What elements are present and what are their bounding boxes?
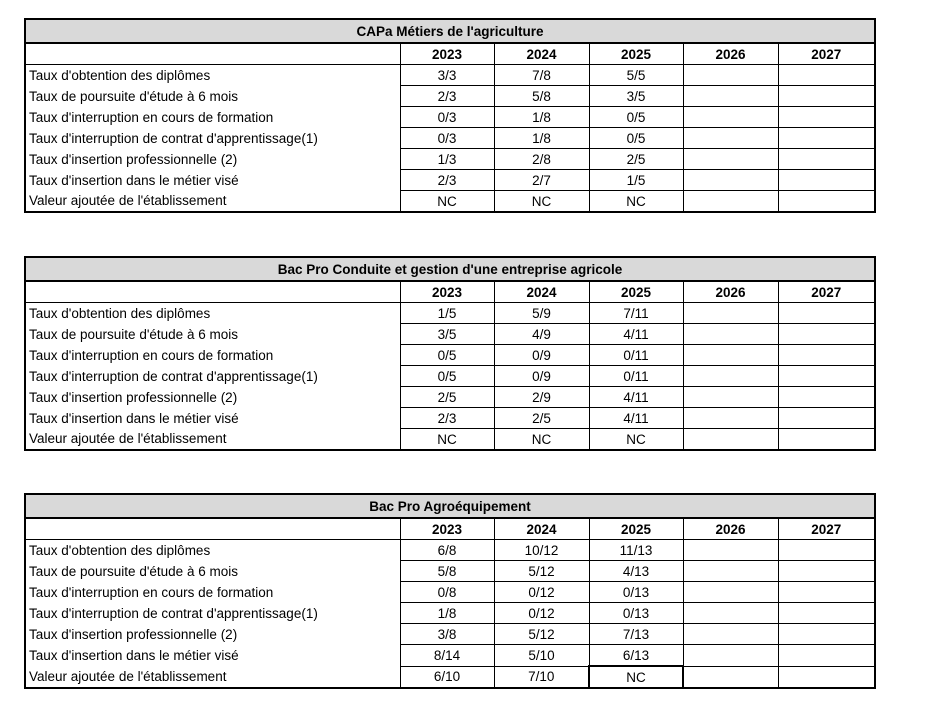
value-cell xyxy=(778,107,875,128)
results-table xyxy=(24,256,876,451)
year-header: 2027 xyxy=(778,281,875,303)
value-cell: 0/13 xyxy=(589,603,683,624)
table-row xyxy=(25,408,875,429)
table-title-row xyxy=(25,257,875,281)
value-cell xyxy=(683,666,778,688)
table-row xyxy=(25,86,875,107)
row-label: Taux d'insertion dans le métier visé xyxy=(25,645,400,667)
row-label: Taux d'interruption de contrat d'apprentissage(1) xyxy=(25,366,400,387)
row-label: Taux de poursuite d'étude à 6 mois xyxy=(25,561,400,582)
value-cell xyxy=(778,666,875,688)
value-cell: 4/11 xyxy=(589,324,683,345)
table-row xyxy=(25,387,875,408)
value-cell xyxy=(683,582,778,603)
value-cell: 3/3 xyxy=(400,65,494,86)
value-cell: 2/5 xyxy=(589,149,683,170)
table-row xyxy=(25,128,875,149)
year-header: 2026 xyxy=(683,518,778,540)
year-header: 2024 xyxy=(494,43,589,65)
table-title: Bac Pro Conduite et gestion d'une entreprise agricole xyxy=(25,257,875,281)
value-cell xyxy=(778,429,875,451)
table-title-row xyxy=(25,19,875,43)
value-cell: 0/3 xyxy=(400,107,494,128)
value-cell: 0/11 xyxy=(589,345,683,366)
value-cell: 4/13 xyxy=(589,561,683,582)
row-label: Taux d'interruption en cours de formation xyxy=(25,582,400,603)
row-label: Taux d'interruption en cours de formation xyxy=(25,107,400,128)
results-table xyxy=(24,493,876,689)
value-cell: 5/10 xyxy=(494,645,589,667)
value-cell xyxy=(778,624,875,645)
value-cell xyxy=(683,561,778,582)
table-title: CAPa Métiers de l'agriculture xyxy=(25,19,875,43)
table-row xyxy=(25,107,875,128)
value-cell: 5/8 xyxy=(494,86,589,107)
year-header: 2027 xyxy=(778,43,875,65)
year-header: 2023 xyxy=(400,43,494,65)
value-cell xyxy=(683,149,778,170)
value-cell xyxy=(778,303,875,324)
row-label: Taux d'insertion professionnelle (2) xyxy=(25,149,400,170)
value-cell: 2/8 xyxy=(494,149,589,170)
value-cell: 5/12 xyxy=(494,624,589,645)
value-cell: 1/8 xyxy=(494,107,589,128)
value-cell xyxy=(778,170,875,191)
value-cell xyxy=(683,128,778,149)
value-cell xyxy=(683,303,778,324)
value-cell xyxy=(683,86,778,107)
row-label: Valeur ajoutée de l'établissement xyxy=(25,429,400,451)
year-header: 2023 xyxy=(400,518,494,540)
results-table xyxy=(24,18,876,213)
row-label: Taux d'insertion professionnelle (2) xyxy=(25,387,400,408)
value-cell: 3/5 xyxy=(400,324,494,345)
value-cell: 5/5 xyxy=(589,65,683,86)
value-cell: 0/8 xyxy=(400,582,494,603)
value-cell: 1/3 xyxy=(400,149,494,170)
table-row xyxy=(25,345,875,366)
value-cell: 3/8 xyxy=(400,624,494,645)
header-blank-cell xyxy=(25,281,400,303)
table-row xyxy=(25,170,875,191)
table-row xyxy=(25,666,875,688)
value-cell xyxy=(683,324,778,345)
row-label: Taux d'obtention des diplômes xyxy=(25,540,400,561)
value-cell: 5/9 xyxy=(494,303,589,324)
row-label: Taux d'obtention des diplômes xyxy=(25,303,400,324)
value-cell: 2/5 xyxy=(400,387,494,408)
table-row xyxy=(25,624,875,645)
row-label: Taux d'interruption en cours de formation xyxy=(25,345,400,366)
value-cell xyxy=(778,366,875,387)
value-cell xyxy=(683,170,778,191)
table-row xyxy=(25,303,875,324)
value-cell xyxy=(778,387,875,408)
value-cell xyxy=(683,387,778,408)
value-cell xyxy=(778,191,875,213)
value-cell: NC xyxy=(589,191,683,213)
header-blank-cell xyxy=(25,518,400,540)
value-cell xyxy=(778,603,875,624)
table-row xyxy=(25,65,875,86)
value-cell: 0/5 xyxy=(400,345,494,366)
value-cell: 6/13 xyxy=(589,645,683,667)
value-cell: 10/12 xyxy=(494,540,589,561)
value-cell: 0/13 xyxy=(589,582,683,603)
value-cell: 7/8 xyxy=(494,65,589,86)
year-header: 2024 xyxy=(494,281,589,303)
year-header: 2025 xyxy=(589,518,683,540)
value-cell: 2/9 xyxy=(494,387,589,408)
value-cell: NC xyxy=(400,191,494,213)
value-cell: 0/9 xyxy=(494,366,589,387)
value-cell: 8/14 xyxy=(400,645,494,667)
value-cell: NC xyxy=(400,429,494,451)
value-cell: 3/5 xyxy=(589,86,683,107)
row-label: Valeur ajoutée de l'établissement xyxy=(25,191,400,213)
value-cell xyxy=(683,540,778,561)
table-row xyxy=(25,366,875,387)
value-cell: 2/7 xyxy=(494,170,589,191)
row-label: Taux de poursuite d'étude à 6 mois xyxy=(25,86,400,107)
table-row xyxy=(25,561,875,582)
value-cell: NC xyxy=(494,191,589,213)
value-cell: 7/10 xyxy=(494,666,589,688)
value-cell: 5/12 xyxy=(494,561,589,582)
year-header: 2027 xyxy=(778,518,875,540)
value-cell: 4/11 xyxy=(589,387,683,408)
value-cell: 0/5 xyxy=(400,366,494,387)
row-label: Valeur ajoutée de l'établissement xyxy=(25,666,400,688)
value-cell: 1/8 xyxy=(494,128,589,149)
value-cell xyxy=(683,191,778,213)
value-cell xyxy=(778,540,875,561)
value-cell: 11/13 xyxy=(589,540,683,561)
row-label: Taux d'insertion dans le métier visé xyxy=(25,408,400,429)
row-label: Taux d'insertion professionnelle (2) xyxy=(25,624,400,645)
year-header: 2025 xyxy=(589,281,683,303)
value-cell: 0/5 xyxy=(589,107,683,128)
value-cell: 0/12 xyxy=(494,603,589,624)
header-blank-cell xyxy=(25,43,400,65)
value-cell xyxy=(683,366,778,387)
table-row xyxy=(25,540,875,561)
value-cell xyxy=(778,408,875,429)
value-cell: 0/11 xyxy=(589,366,683,387)
value-cell xyxy=(683,65,778,86)
table-row xyxy=(25,149,875,170)
value-cell xyxy=(683,603,778,624)
value-cell: 1/8 xyxy=(400,603,494,624)
row-label: Taux d'obtention des diplômes xyxy=(25,65,400,86)
value-cell xyxy=(683,107,778,128)
value-cell xyxy=(778,149,875,170)
year-header: 2024 xyxy=(494,518,589,540)
value-cell: 1/5 xyxy=(400,303,494,324)
table-row xyxy=(25,603,875,624)
value-cell xyxy=(778,645,875,667)
value-cell xyxy=(683,624,778,645)
year-header: 2026 xyxy=(683,281,778,303)
value-cell: 6/8 xyxy=(400,540,494,561)
value-cell: 7/13 xyxy=(589,624,683,645)
value-cell xyxy=(778,65,875,86)
year-header-row xyxy=(25,43,875,65)
row-label: Taux d'interruption de contrat d'apprentissage(1) xyxy=(25,128,400,149)
value-cell: 2/5 xyxy=(494,408,589,429)
value-cell xyxy=(683,345,778,366)
table-row xyxy=(25,429,875,451)
row-label: Taux de poursuite d'étude à 6 mois xyxy=(25,324,400,345)
year-header-row xyxy=(25,281,875,303)
table-row xyxy=(25,582,875,603)
value-cell xyxy=(683,645,778,667)
value-cell: 2/3 xyxy=(400,86,494,107)
year-header-row xyxy=(25,518,875,540)
table-row xyxy=(25,324,875,345)
value-cell xyxy=(778,128,875,149)
value-cell: 0/9 xyxy=(494,345,589,366)
value-cell: 0/5 xyxy=(589,128,683,149)
value-cell xyxy=(683,429,778,451)
value-cell xyxy=(683,408,778,429)
value-cell: 5/8 xyxy=(400,561,494,582)
year-header: 2026 xyxy=(683,43,778,65)
row-label: Taux d'interruption de contrat d'apprentissage(1) xyxy=(25,603,400,624)
value-cell: 4/9 xyxy=(494,324,589,345)
value-cell: 2/3 xyxy=(400,170,494,191)
year-header: 2023 xyxy=(400,281,494,303)
value-cell: NC xyxy=(589,429,683,451)
table-row xyxy=(25,191,875,213)
value-cell: NC xyxy=(494,429,589,451)
value-cell xyxy=(778,582,875,603)
value-cell xyxy=(778,86,875,107)
value-cell: NC xyxy=(589,666,683,688)
value-cell: 0/12 xyxy=(494,582,589,603)
year-header: 2025 xyxy=(589,43,683,65)
value-cell: 2/3 xyxy=(400,408,494,429)
value-cell xyxy=(778,324,875,345)
row-label: Taux d'insertion dans le métier visé xyxy=(25,170,400,191)
value-cell: 0/3 xyxy=(400,128,494,149)
table-row xyxy=(25,645,875,667)
value-cell xyxy=(778,561,875,582)
table-title-row xyxy=(25,494,875,518)
value-cell: 1/5 xyxy=(589,170,683,191)
value-cell: 7/11 xyxy=(589,303,683,324)
value-cell: 6/10 xyxy=(400,666,494,688)
value-cell: 4/11 xyxy=(589,408,683,429)
value-cell xyxy=(778,345,875,366)
table-title: Bac Pro Agroéquipement xyxy=(25,494,875,518)
